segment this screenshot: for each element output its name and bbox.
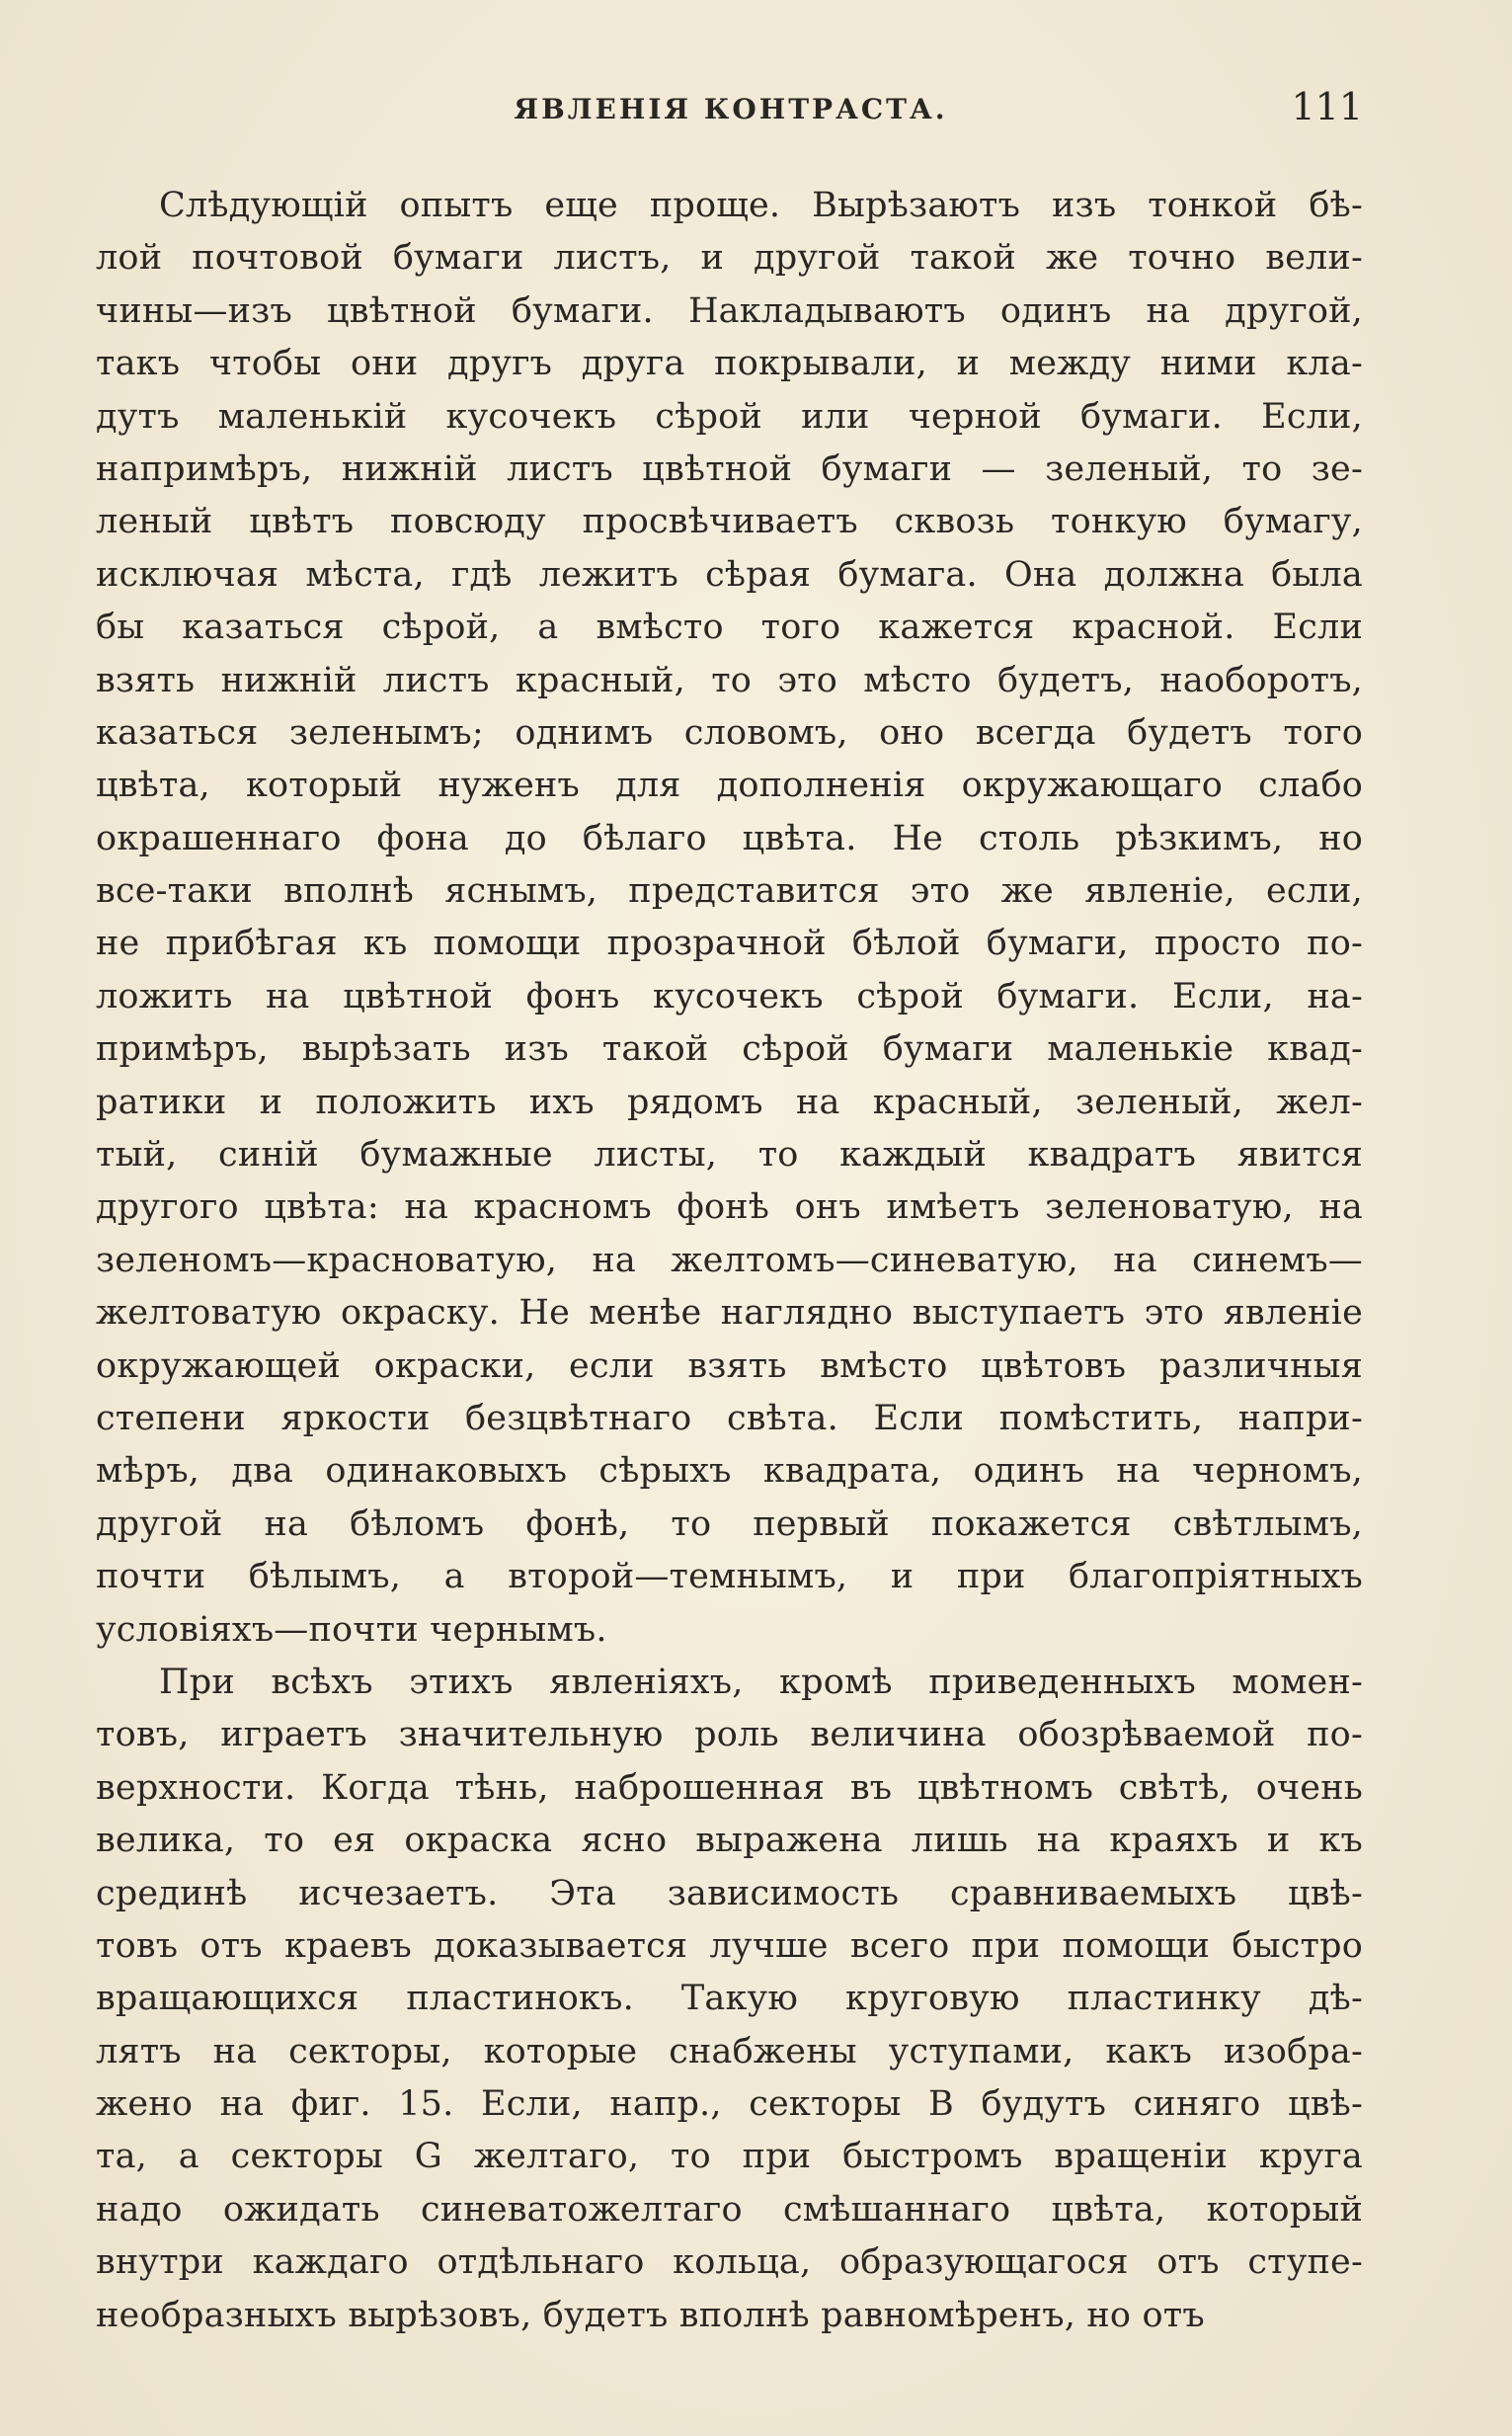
text-line: срединѣ исчезаетъ. Эта зависимость сравниваемыхъ цвѣ- xyxy=(96,1873,1363,1913)
text-line: такъ чтобы они другъ друга покрывали, и между ними кла- xyxy=(96,344,1363,384)
text-line: Слѣдующій опытъ еще проще. Вырѣзаютъ изъ тонкой бѣ- xyxy=(159,186,1363,225)
text-line: напримѣръ, нижній листъ цвѣтной бумаги — зеленый, то зе- xyxy=(96,448,1363,489)
running-head xyxy=(99,85,1363,134)
text-line: другого цвѣта: на красномъ фонѣ онъ имѣетъ зеленоватую, на xyxy=(96,1187,1363,1228)
body-text xyxy=(96,180,1363,2342)
text-line: чины—изъ цвѣтной бумаги. Накладываютъ одинъ на другой, xyxy=(96,290,1363,331)
text-line: та, а секторы G желтаго, то при быстромъ вращеніи круга xyxy=(96,2137,1363,2177)
text-line: условіяхъ—почти чернымъ. xyxy=(96,1609,607,1650)
text-line: необразныхъ вырѣзовъ, будетъ вполнѣ равномѣренъ, но отъ xyxy=(96,2295,1205,2335)
text-line: внутри каждаго отдѣльнаго кольца, образующагося отъ ступе- xyxy=(96,2242,1363,2283)
text-line: лятъ на секторы, которые снабжены уступами, какъ изобра- xyxy=(96,2031,1363,2071)
page-number: 111 xyxy=(1291,85,1363,128)
text-line: мѣръ, два одинаковыхъ сѣрыхъ квадрата, одинъ на черномъ, xyxy=(96,1451,1363,1492)
text-line: ратики и положить ихъ рядомъ на красный, зеленый, жел- xyxy=(96,1082,1363,1122)
text-line: жено на фиг. 15. Если, напр., секторы B будутъ синяго цвѣ- xyxy=(96,2084,1363,2125)
text-line: другой на бѣломъ фонѣ, то первый покажется свѣтлымъ, xyxy=(96,1503,1363,1544)
text-line: тый, синій бумажные листы, то каждый квадратъ явится xyxy=(96,1135,1363,1176)
text-line: взять нижній листъ красный, то это мѣсто будетъ, наоборотъ, xyxy=(96,660,1363,700)
text-line: почти бѣлымъ, а второй—темнымъ, и при благопріятныхъ xyxy=(96,1557,1363,1597)
paragraph-2 xyxy=(96,1657,1363,2342)
text-line: надо ожидать синеватожелтаго смѣшаннаго цвѣта, который xyxy=(96,2189,1363,2230)
text-line: казаться зеленымъ; однимъ словомъ, оно всегда будетъ того xyxy=(96,712,1363,753)
text-line: не прибѣгая къ помощи прозрачной бѣлой бумаги, просто по- xyxy=(96,924,1363,964)
text-line: окружающей окраски, если взять вмѣсто цвѣтовъ различныя xyxy=(96,1345,1363,1386)
text-line: все-таки вполнѣ яснымъ, представится это же явленіе, если, xyxy=(96,871,1363,912)
text-line: зеленомъ—красноватую, на желтомъ—синеватую, на синемъ— xyxy=(96,1240,1363,1280)
text-line: леный цвѣтъ повсюду просвѣчиваетъ сквозь тонкую бумагу, xyxy=(96,502,1363,542)
text-line: степени яркости безцвѣтнаго свѣта. Если помѣстить, напри- xyxy=(96,1398,1363,1438)
text-line: цвѣта, который нуженъ для дополненія окружающаго слабо xyxy=(96,766,1363,806)
paragraph-1 xyxy=(96,180,1363,1657)
text-line: примѣръ, вырѣзать изъ такой сѣрой бумаги маленькіе квад- xyxy=(96,1029,1363,1070)
text-line: товъ, играетъ значительную роль величина обозрѣваемой по- xyxy=(96,1715,1363,1755)
text-line: лой почтовой бумаги листъ, и другой такой же точно вели- xyxy=(96,238,1363,279)
text-line: велика, то ея окраска ясно выражена лишь на краяхъ и къ xyxy=(96,1821,1363,1861)
text-line: При всѣхъ этихъ явленіяхъ, кромѣ приведенныхъ момен- xyxy=(159,1662,1363,1702)
text-line: ложить на цвѣтной фонъ кусочекъ сѣрой бумаги. Если, на- xyxy=(96,976,1363,1016)
text-line: вращающихся пластинокъ. Такую круговую пластинку дѣ- xyxy=(96,1979,1363,2019)
text-line: дутъ маленькій кусочекъ сѣрой или черной бумаги. Если, xyxy=(96,396,1363,437)
running-head-title: ЯВЛЕНІЯ КОНТРАСТА. xyxy=(514,93,948,125)
text-line: верхности. Когда тѣнь, наброшенная въ цвѣтномъ свѣтѣ, очень xyxy=(96,1767,1363,1808)
text-line: окрашеннаго фона до бѣлаго цвѣта. Не столь рѣзкимъ, но xyxy=(96,818,1363,858)
text-line: желтоватую окраску. Не менѣе наглядно выступаетъ это явленіе xyxy=(96,1293,1363,1334)
text-line: бы казаться сѣрой, а вмѣсто того кажется красной. Если xyxy=(96,608,1363,648)
text-line: исключая мѣста, гдѣ лежитъ сѣрая бумага. Она должна была xyxy=(96,554,1363,595)
text-line: товъ отъ краевъ доказывается лучше всего при помощи быстро xyxy=(96,1925,1363,1966)
